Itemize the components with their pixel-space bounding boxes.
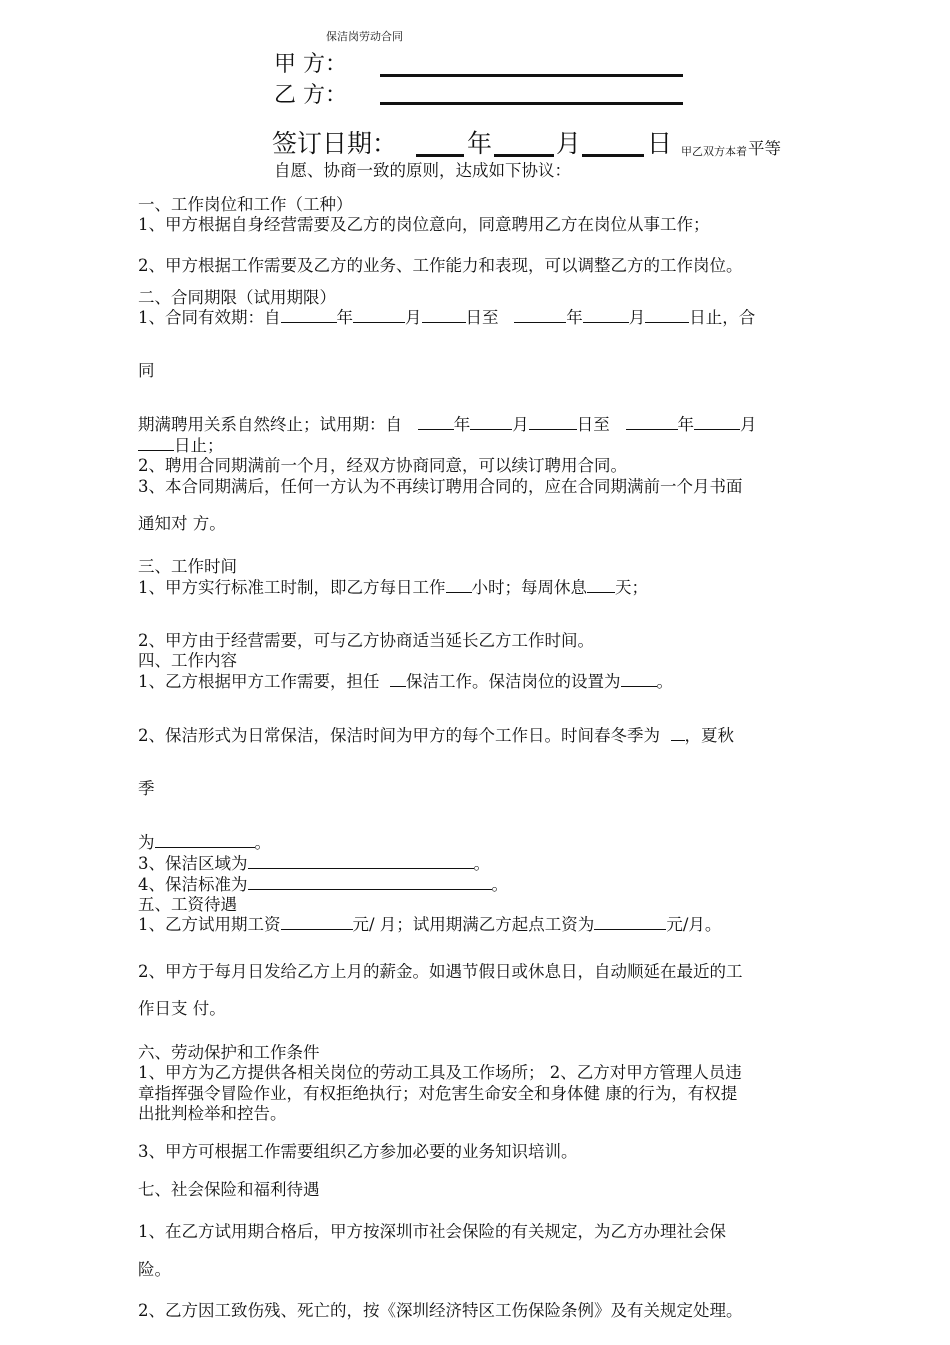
year-blank [416, 154, 464, 157]
s4-para-2-cont: 季 [138, 779, 155, 798]
day-blank [582, 154, 644, 157]
s4-para-4: 4、保洁标准为 。 [138, 875, 508, 894]
document-title: 保洁岗劳动合同 [326, 30, 403, 43]
s2-para-2: 2、聘用合同期满前一个月，经双方协商同意，可以续订聘用合同。 [138, 456, 627, 475]
section-6-heading: 六、劳动保护和工作条件 [138, 1043, 320, 1062]
s3-para-1: 1、甲方实行标准工时制，即乙方每日工作 小时；每周休息 天； [138, 578, 648, 597]
section-7-heading: 七、社会保险和福利待遇 [138, 1180, 320, 1199]
s3-para-2: 2、甲方由于经营需要，可与乙方协商适当延长乙方工作时间。 [138, 631, 594, 650]
s5-para-1: 1、乙方试用期工资 元/ 月；试用期满乙方起点工资为 元/月。 [138, 915, 722, 934]
s6-para-1-end: 出批判检举和控告。 [138, 1104, 287, 1123]
s1-para-2: 2、甲方根据工作需要及乙方的业务、工作能力和表现，可以调整乙方的工作岗位。 [138, 256, 743, 275]
s2-trial-end: 日止； [138, 436, 224, 456]
s4-para-1: 1、乙方根据甲方工作需要，担任 保洁工作。保洁岗位的设置为 。 [138, 672, 673, 691]
s4-para-2: 2、保洁形式为日常保洁，保洁时间为甲方的每个工作日。时间春冬季为 ，夏秋 [138, 726, 734, 745]
s6-para-3: 3、甲方可根据工作需要组织乙方参加必要的业务知识培训。 [138, 1142, 578, 1161]
s7-para-1-cont: 险。 [138, 1260, 171, 1279]
intro-text: 自愿、协商一致的原则，达成如下协议： [274, 161, 571, 180]
year-label: 年 [467, 129, 493, 158]
party-b-line [380, 102, 683, 105]
s6-para-1: 1、甲方为乙方提供各相关岗位的劳动工具及工作场所； 2、乙方对甲方管理人员违 [138, 1063, 742, 1082]
party-a-line [380, 74, 683, 77]
section-2-heading: 二、合同期限（试用期限） [138, 288, 336, 307]
s2-para-3: 3、本合同期满后，任何一方认为不再续订聘用合同的，应在合同期满前一个月书面 [138, 477, 743, 496]
s2-para-1-cont: 同 [138, 361, 155, 380]
s2-para-1: 1、合同有效期：自 年 月 日至 年 月 日止，合 [138, 308, 756, 327]
s7-para-2: 2、乙方因工致伤残、死亡的，按《深圳经济特区工伤保险条例》及有关规定处理。 [138, 1301, 743, 1320]
month-label: 月 [556, 129, 582, 158]
section-4-heading: 四、工作内容 [138, 651, 237, 670]
small-note: 甲乙双方本着 [681, 145, 747, 158]
s2-para-3-cont: 通知对 方。 [138, 514, 226, 533]
s1-para-1: 1、甲方根据自身经营需要及乙方的岗位意向，同意聘用乙方在岗位从事工作； [138, 215, 710, 234]
s4-para-3: 3、保洁区域为 。 [138, 854, 490, 873]
section-1-heading: 一、工作岗位和工作（工种） [138, 195, 353, 214]
s5-para-2: 2、甲方于每月日发给乙方上月的薪金。如遇节假日或休息日，自动顺延在最近的工 [138, 962, 743, 981]
s4-para-2-end: 为 。 [138, 833, 271, 852]
sign-date-label: 签订日期： [272, 129, 398, 158]
s6-para-1-cont: 章指挥强令冒险作业，有权拒绝执行；对危害生命安全和身体健 康的行为，有权提 [138, 1084, 738, 1103]
s7-para-1: 1、在乙方试用期合格后，甲方按深圳市社会保险的有关规定，为乙方办理社会保 [138, 1222, 726, 1241]
month-blank [494, 154, 554, 157]
s5-para-2-cont: 作日支 付。 [138, 999, 226, 1018]
party-b-label: 乙 方： [274, 83, 347, 108]
s2-trial-line: 期满聘用关系自然终止；试用期：自 年 月 日至 年 月 [138, 415, 757, 434]
section-3-heading: 三、工作时间 [138, 557, 237, 576]
equal-text: 平等 [748, 139, 781, 158]
day-label: 日 [647, 129, 673, 158]
party-a-label: 甲 方： [274, 52, 347, 77]
section-5-heading: 五、工资待遇 [138, 895, 237, 914]
